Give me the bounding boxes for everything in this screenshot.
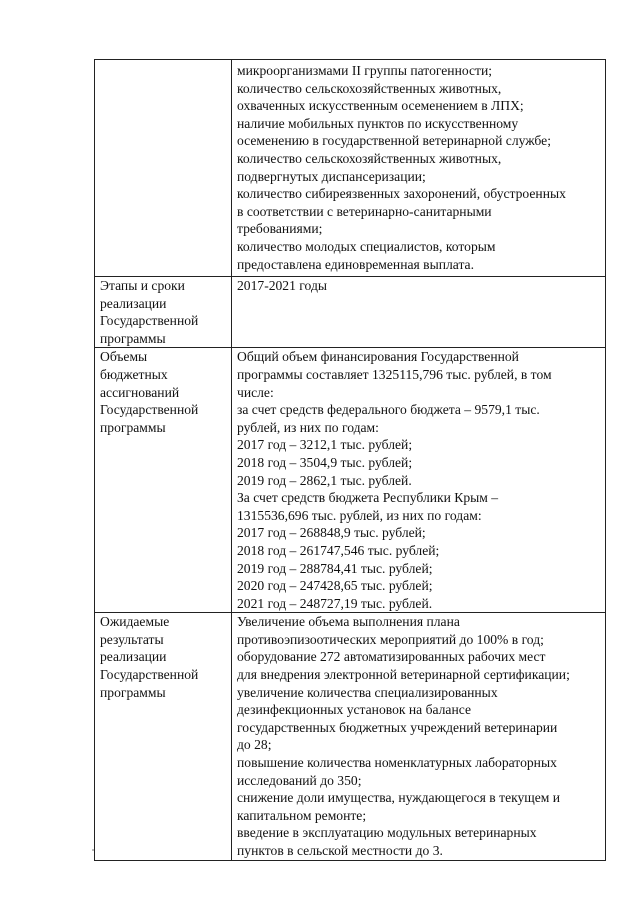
text-line: исследований до 350; — [237, 772, 362, 788]
text-line: микроорганизмами II группы патогенности; — [237, 63, 493, 78]
table-row — [95, 613, 606, 860]
text-line: количество молодых специалистов, которым — [237, 238, 496, 254]
row-content-cell — [232, 348, 606, 613]
text-line: повышение количества номенклатурных лабораторных — [237, 755, 557, 771]
text-line: реализации — [100, 649, 167, 665]
text-line: введение в эксплуатацию модульных ветеринарных — [237, 825, 537, 841]
text-line: Государственной — [100, 667, 199, 683]
text-line: увеличение количества специализированных — [237, 684, 498, 700]
text-line: количество сельскохозяйственных животных, — [237, 150, 502, 166]
text-line: наличие мобильных пунктов по искусственному — [237, 115, 519, 131]
program-passport-table — [94, 59, 606, 861]
text-line: требованиями; — [237, 221, 323, 237]
text-line: реализации — [100, 295, 167, 311]
table-row — [95, 348, 606, 613]
text-line: за счет средств федерального бюджета – 9579,1 тыс. — [237, 402, 540, 418]
text-line: программы — [100, 684, 166, 700]
text-line: оборудование 272 автоматизированных рабочих мест — [237, 649, 546, 665]
text-line: государственных бюджетных учреждений ветеринарии — [237, 719, 558, 735]
text-line: 2017 год – 268848,9 тыс. рублей; — [237, 525, 426, 541]
text-line: Государственной — [100, 402, 199, 418]
scan-speck — [92, 849, 94, 851]
text-line: 2018 год – 3504,9 тыс. рублей; — [237, 454, 413, 470]
text-line: дезинфекционных установок на балансе — [237, 702, 471, 718]
text-line: осеменению в государственной ветеринарной службе; — [237, 133, 551, 149]
row-label-cell — [95, 60, 232, 277]
text-line: программы — [100, 330, 166, 346]
text-line: капитальном ремонте; — [237, 807, 367, 823]
table-row — [95, 60, 606, 277]
text-line: 2017-2021 годы — [237, 278, 327, 293]
text-line: снижение доли имущества, нуждающегося в текущем и — [237, 790, 561, 806]
text-line: 1315536,696 тыс. рублей, из них по годам: — [237, 507, 482, 523]
row-content-cell — [232, 613, 606, 860]
text-line: в соответствии с ветеринарно-санитарными — [237, 203, 492, 219]
text-line: Объемы — [100, 349, 148, 365]
text-line: ассигнований — [100, 384, 180, 400]
text-line: результаты — [100, 631, 164, 647]
table-row — [95, 277, 606, 348]
text-line: количество сибиреязвенных захоронений, обустроенных — [237, 186, 566, 202]
text-line: Увеличение объема выполнения плана — [237, 614, 460, 630]
text-line: подвергнутых диспансеризации; — [237, 168, 426, 184]
text-line: Ожидаемые — [100, 614, 170, 630]
text-line: 2021 год – 248727,19 тыс. рублей. — [237, 595, 433, 611]
text-line: предоставлена единовременная выплата. — [237, 256, 474, 272]
text-line: Общий объем финансирования Государственной — [237, 349, 519, 365]
text-line: 2020 год – 247428,65 тыс. рублей; — [237, 578, 433, 594]
text-line: 2019 год – 288784,41 тыс. рублей; — [237, 560, 433, 576]
text-line: 2018 год – 261747,546 тыс. рублей; — [237, 542, 440, 558]
text-line: до 28; — [237, 737, 272, 753]
row-content-cell — [232, 60, 606, 277]
text-line: За счет средств бюджета Республики Крым – — [237, 490, 499, 506]
row-label-cell — [95, 277, 232, 348]
text-line: бюджетных — [100, 366, 168, 382]
text-line: числе: — [237, 384, 274, 400]
text-line: для внедрения электронной ветеринарной сертификации; — [237, 667, 570, 683]
text-line: количество сельскохозяйственных животных, — [237, 80, 502, 96]
text-line: программы — [100, 419, 166, 435]
text-line: охваченных искусственным осеменением в ЛПХ; — [237, 98, 524, 114]
text-line: 2019 год – 2862,1 тыс. рублей. — [237, 472, 412, 488]
text-line: 2017 год – 3212,1 тыс. рублей; — [237, 437, 413, 453]
row-label-cell — [95, 348, 232, 613]
text-line: рублей, из них по годам: — [237, 419, 379, 435]
text-line: программы составляет 1325115,796 тыс. рублей, в том — [237, 366, 552, 382]
row-content-cell — [232, 277, 606, 348]
text-line: Государственной — [100, 313, 199, 329]
text-line: Этапы и сроки — [100, 278, 185, 293]
text-line: противоэпизоотических мероприятий до 100% в год; — [237, 631, 544, 647]
text-line: пунктов в сельской местности до 3. — [237, 843, 443, 858]
row-label-cell — [95, 613, 232, 860]
